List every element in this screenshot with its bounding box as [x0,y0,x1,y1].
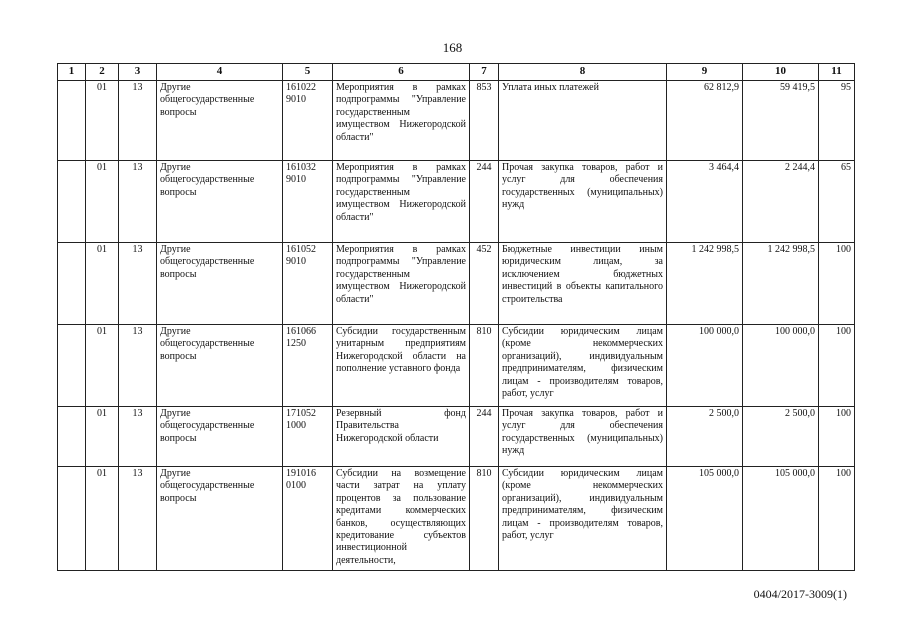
expense-type-code: 810 [470,467,499,571]
document-code: 0404/2017-3009(1) [753,587,847,601]
row-number-cell [58,243,86,325]
expense-type-code: 244 [470,407,499,467]
column-header: 1 [58,64,86,81]
target-article-code: 161032 9010 [283,161,333,243]
row-number-cell [58,467,86,571]
execution-percent: 100 [819,325,855,407]
target-article-name: Субсидии государственным унитарным предприятиям Нижегородской области на пополнение уставного фонда [333,325,470,407]
target-article-name: Мероприятия в рамках подпрограммы "Управление государственным имуществом Нижегородской области" [333,161,470,243]
amount-planned: 62 812,9 [667,81,743,161]
column-header: 2 [86,64,119,81]
table-row [58,81,855,161]
column-header: 5 [283,64,333,81]
execution-percent: 100 [819,407,855,467]
subsection-code: 13 [119,467,157,571]
execution-percent: 100 [819,243,855,325]
execution-percent: 100 [819,467,855,571]
expense-type-code: 853 [470,81,499,161]
expense-type-name: Уплата иных платежей [499,81,667,161]
subsection-name: Другие общегосударственные вопросы [157,407,283,467]
expense-type-name: Прочая закупка товаров, работ и услуг для обеспечения государственных (муниципальных) нужд [499,407,667,467]
row-number-cell [58,407,86,467]
target-article-code: 191016 0100 [283,467,333,571]
target-article-name: Резервный фонд Правительства Нижегородской области [333,407,470,467]
budget-table [57,63,855,571]
row-number-cell [58,161,86,243]
amount-planned: 2 500,0 [667,407,743,467]
amount-planned: 1 242 998,5 [667,243,743,325]
column-header: 9 [667,64,743,81]
amount-executed: 2 500,0 [743,407,819,467]
column-header: 3 [119,64,157,81]
table-row [58,407,855,467]
section-code: 01 [86,467,119,571]
amount-executed: 59 419,5 [743,81,819,161]
target-article-name: Мероприятия в рамках подпрограммы "Управление государственным имуществом Нижегородской области" [333,243,470,325]
target-article-code: 161052 9010 [283,243,333,325]
target-article-code: 171052 1000 [283,407,333,467]
table-row [58,467,855,571]
subsection-code: 13 [119,325,157,407]
row-number-cell [58,81,86,161]
row-number-cell [58,325,86,407]
subsection-code: 13 [119,243,157,325]
execution-percent: 65 [819,161,855,243]
section-code: 01 [86,325,119,407]
subsection-name: Другие общегосударственные вопросы [157,161,283,243]
amount-planned: 3 464,4 [667,161,743,243]
column-header: 10 [743,64,819,81]
expense-type-name: Субсидии юридическим лицам (кроме некоммерческих организаций), индивидуальным предпринимателям, физическим лицам - производителям товаров, работ, услуг [499,467,667,571]
target-article-code: 161022 9010 [283,81,333,161]
subsection-name: Другие общегосударственные вопросы [157,325,283,407]
target-article-name: Мероприятия в рамках подпрограммы "Управление государственным имуществом Нижегородской области" [333,81,470,161]
subsection-name: Другие общегосударственные вопросы [157,467,283,571]
subsection-name: Другие общегосударственные вопросы [157,243,283,325]
subsection-code: 13 [119,161,157,243]
amount-executed: 1 242 998,5 [743,243,819,325]
subsection-code: 13 [119,407,157,467]
column-header: 4 [157,64,283,81]
expense-type-code: 244 [470,161,499,243]
table-row [58,325,855,407]
subsection-name: Другие общегосударственные вопросы [157,81,283,161]
execution-percent: 95 [819,81,855,161]
expense-type-code: 452 [470,243,499,325]
expense-type-name: Прочая закупка товаров, работ и услуг для обеспечения государственных (муниципальных) нужд [499,161,667,243]
expense-type-code: 810 [470,325,499,407]
amount-executed: 2 244,4 [743,161,819,243]
amount-planned: 100 000,0 [667,325,743,407]
table-header-row [58,64,855,81]
table-row [58,161,855,243]
section-code: 01 [86,81,119,161]
column-header: 7 [470,64,499,81]
page-number: 168 [442,40,463,55]
column-header: 8 [499,64,667,81]
subsection-code: 13 [119,81,157,161]
target-article-name: Субсидии на возмещение части затрат на уплату процентов за пользование кредитами коммерческих банков, осуществляющих кредитование субъектов инвестиционной деятельности, [333,467,470,571]
target-article-code: 161066 1250 [283,325,333,407]
amount-executed: 105 000,0 [743,467,819,571]
expense-type-name: Бюджетные инвестиции иным юридическим лицам, за исключением бюджетных инвестиций в объекты капитального строительства [499,243,667,325]
section-code: 01 [86,161,119,243]
section-code: 01 [86,407,119,467]
column-header: 11 [819,64,855,81]
expense-type-name: Субсидии юридическим лицам (кроме некоммерческих организаций), индивидуальным предпринимателям, физическим лицам - производителям товаров, работ, услуг [499,325,667,407]
amount-planned: 105 000,0 [667,467,743,571]
section-code: 01 [86,243,119,325]
column-header: 6 [333,64,470,81]
amount-executed: 100 000,0 [743,325,819,407]
table-row [58,243,855,325]
